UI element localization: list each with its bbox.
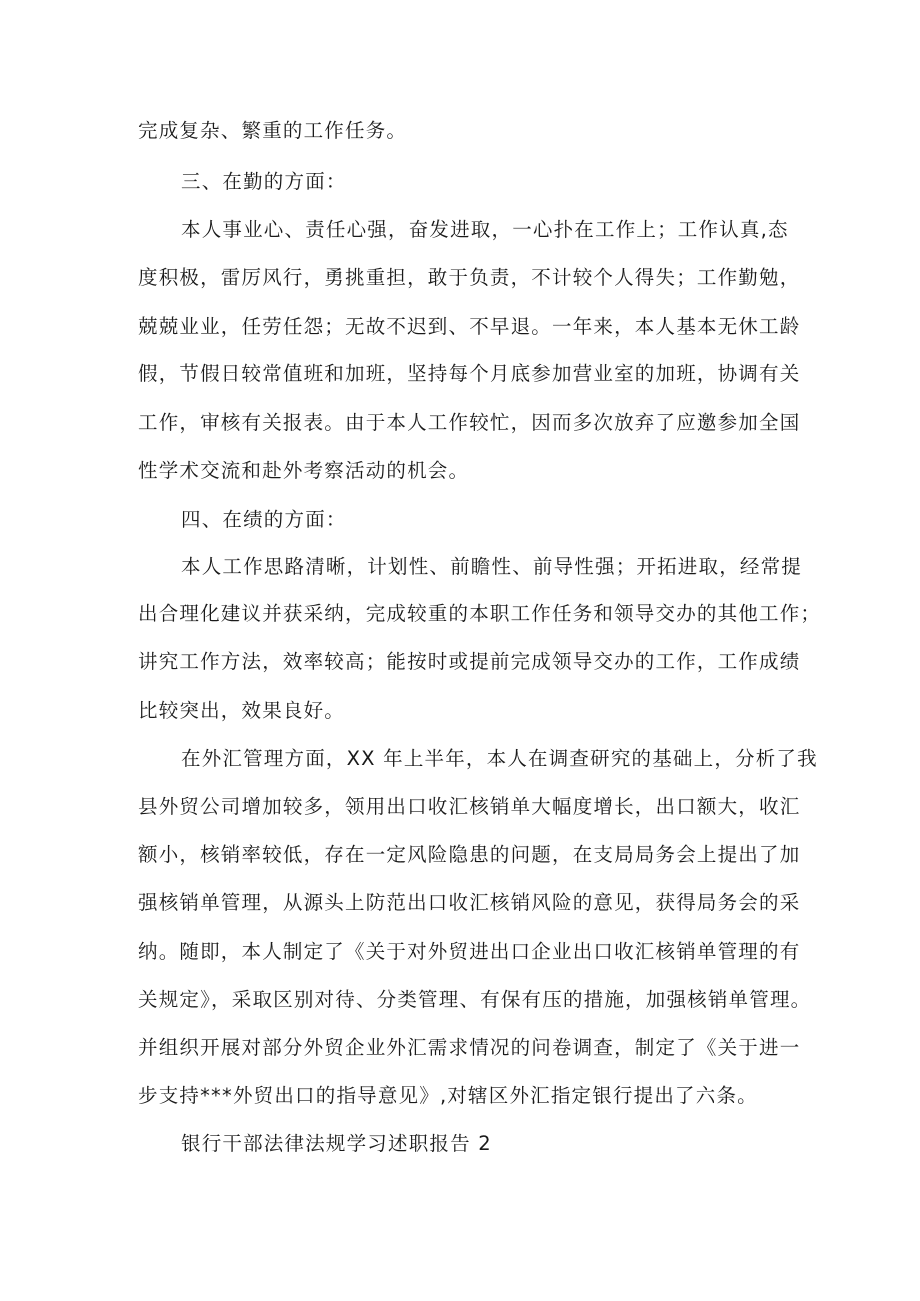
section-heading-performance: 四、在绩的方面：: [181, 508, 347, 531]
section-heading-diligence: 三、在勤的方面：: [181, 170, 347, 193]
report-title: 银行干部法律法规学习述职报告 2: [181, 1132, 492, 1155]
paragraph-line: 完成复杂、繁重的工作任务。: [138, 119, 408, 142]
paragraph-line: 比较突出，效果良好。: [138, 699, 346, 722]
paragraph-line: 度积极，雷厉风行，勇挑重担，敢于负责，不计较个人得失；工作勤勉，: [138, 266, 801, 289]
paragraph-line: 额小，核销率较低，存在一定风险隐患的问题，在支局局务会上提出了加: [138, 843, 801, 866]
paragraph-line: 假，节假日较常值班和加班，坚持每个月底参加营业室的加班，协调有关: [138, 362, 801, 385]
paragraph-line: 本人事业心、责任心强，奋发进取，一心扑在工作上；工作认真,态: [181, 218, 789, 241]
paragraph-line: 在外汇管理方面，XX 年上半年，本人在调查研究的基础上，分析了我: [181, 747, 818, 770]
paragraph-line: 本人工作思路清晰，计划性、前瞻性、前导性强；开拓进取，经常提: [181, 555, 803, 578]
paragraph-line: 纳。随即，本人制定了《关于对外贸进出口企业出口收汇核销单管理的有: [138, 940, 801, 963]
paragraph-line: 兢兢业业，任劳任怨；无故不迟到、不早退。一年来，本人基本无休工龄: [138, 315, 801, 338]
paragraph-line: 关规定》，采取区别对待、分类管理、有保有压的措施，加强核销单管理。: [138, 988, 812, 1011]
paragraph-line: 并组织开展对部分外贸企业外汇需求情况的问卷调查，制定了《关于进一: [138, 1036, 801, 1059]
paragraph-line: 工作，审核有关报表。由于本人工作较忙，因而多次放弃了应邀参加全国: [138, 411, 801, 434]
paragraph-line: 县外贸公司增加较多，领用出口收汇核销单大幅度增长，出口额大，收汇: [138, 795, 801, 818]
paragraph-line: 强核销单管理，从源头上防范出口收汇核销风险的意见，获得局务会的采: [138, 891, 801, 914]
paragraph-line: 出合理化建议并获采纳，完成较重的本职工作任务和领导交办的其他工作；: [138, 602, 822, 625]
paragraph-line: 性学术交流和赴外考察活动的机会。: [138, 459, 470, 482]
paragraph-line: 步支持***外贸出口的指导意见》,对辖区外汇指定银行提出了六条。: [138, 1084, 758, 1107]
paragraph-line: 讲究工作方法，效率较高；能按时或提前完成领导交办的工作，工作成绩: [138, 650, 801, 673]
